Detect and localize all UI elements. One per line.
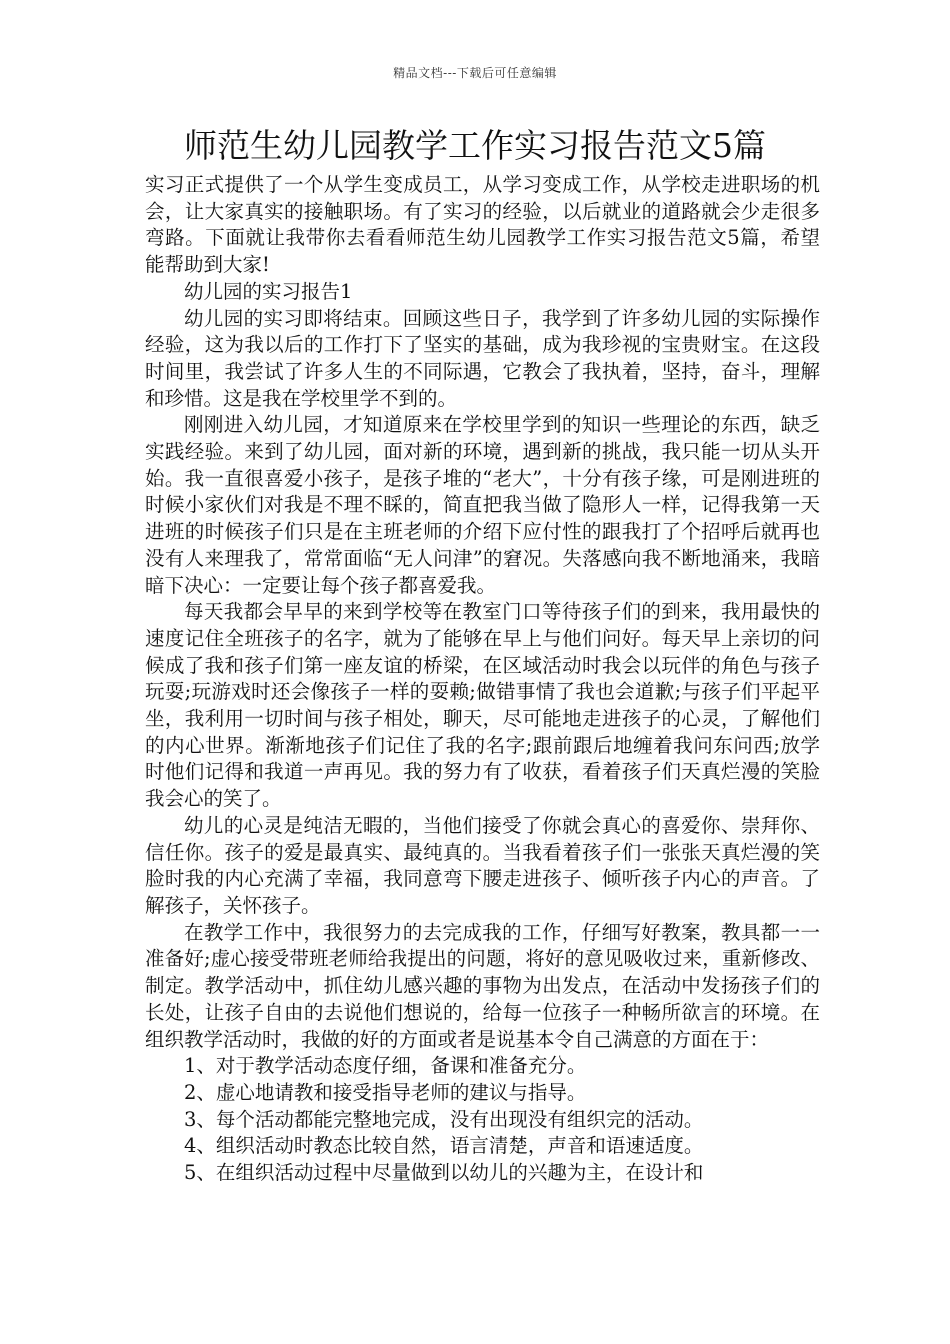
body-paragraph: 幼儿园的实习即将结束。回顾这些日子，我学到了许多幼儿园的实际操作经验，这为我以后的工作打下了坚实的基础，成为我珍视的宝贵财宝。在这段时间里，我尝试了许多人生的不同际遇，它教会了我执着，坚持，奋斗，理解和珍惜。这是我在学校里学不到的。 [145,306,820,410]
list-item: 1、对于教学活动态度仔细，备课和准备充分。 [184,1054,587,1078]
intro-paragraph: 实习正式提供了一个从学生变成员工，从学习变成工作，从学校走进职场的机会，让大家真实的接触职场。有了实习的经验，以后就业的道路就会少走很多弯路。下面就让我带你去看看师范生幼儿园教学工作实习报告范文5篇，希望能帮助到大家! [145,173,820,277]
list-item: 5、在组织活动过程中尽量做到以幼儿的兴趣为主，在设计和 [184,1161,704,1185]
body-paragraph: 在教学工作中，我很努力的去完成我的工作，仔细写好教案，教具都一一准备好;虚心接受带班老师给我提出的问题，将好的意见吸收过来，重新修改、制定。教学活动中，抓住幼儿感兴趣的事物为出发点，在活动中发扬孩子们的长处，让孩子自由的去说他们想说的，给每一位孩子一种畅所欲言的环境。在组织教学活动时，我做的好的方面或者是说基本令自己满意的方面在于： [145,920,820,1051]
body-paragraph: 刚刚进入幼儿园，才知道原来在学校里学到的知识一些理论的东西，缺乏实践经验。来到了幼儿园，面对新的环境，遇到新的挑战，我只能一切从头开始。我一直很喜爱小孩子，是孩子堆的“老大”，十分有孩子缘，可是刚进班的时候小家伙们对我是不理不睬的，简直把我当做了隐形人一样，记得我第一天进班的时候孩子们只是在主班老师的介绍下应付性的跟我打了个招呼后就再也没有人来理我了，常常面临“无人问津”的窘况。失落感向我不断地涌来，我暗暗下决心：一定要让每个孩子都喜爱我。 [145,413,820,597]
document-title: 师范生幼儿园教学工作实习报告范文5篇 [184,126,766,165]
page-header: 精品文档---下载后可任意编辑 [393,66,557,80]
section-heading: 幼儿园的实习报告1 [184,279,353,303]
body-paragraph: 幼儿的心灵是纯洁无暇的，当他们接受了你就会真心的喜爱你、崇拜你、信任你。孩子的爱是最真实、最纯真的。当我看着孩子们一张张天真烂漫的笑脸时我的内心充满了幸福，我同意弯下腰走进孩子、倾听孩子内心的声音。了解孩子，关怀孩子。 [145,813,820,917]
list-item: 3、每个活动都能完整地完成，没有出现没有组织完的活动。 [184,1107,704,1131]
list-item: 4、组织活动时教态比较自然，语言清楚，声音和语速适度。 [184,1134,704,1158]
body-paragraph: 每天我都会早早的来到学校等在教室门口等待孩子们的到来，我用最快的速度记住全班孩子的名字，就为了能够在早上与他们问好。每天早上亲切的问候成了我和孩子们第一座友谊的桥梁，在区域活动时我会以玩伴的角色与孩子玩耍;玩游戏时还会像孩子一样的耍赖;做错事情了我也会道歉;与孩子们平起平坐，我利用一切时间与孩子相处，聊天，尽可能地走进孩子的心灵，了解他们的内心世界。渐渐地孩子们记住了我的名字;跟前跟后地缠着我问东问西;放学时他们记得和我道一声再见。我的努力有了收获，看着孩子们天真烂漫的笑脸我会心的笑了。 [145,600,820,811]
list-item: 2、虚心地请教和接受指导老师的建议与指导。 [184,1080,587,1104]
document-body [145,172,820,1187]
